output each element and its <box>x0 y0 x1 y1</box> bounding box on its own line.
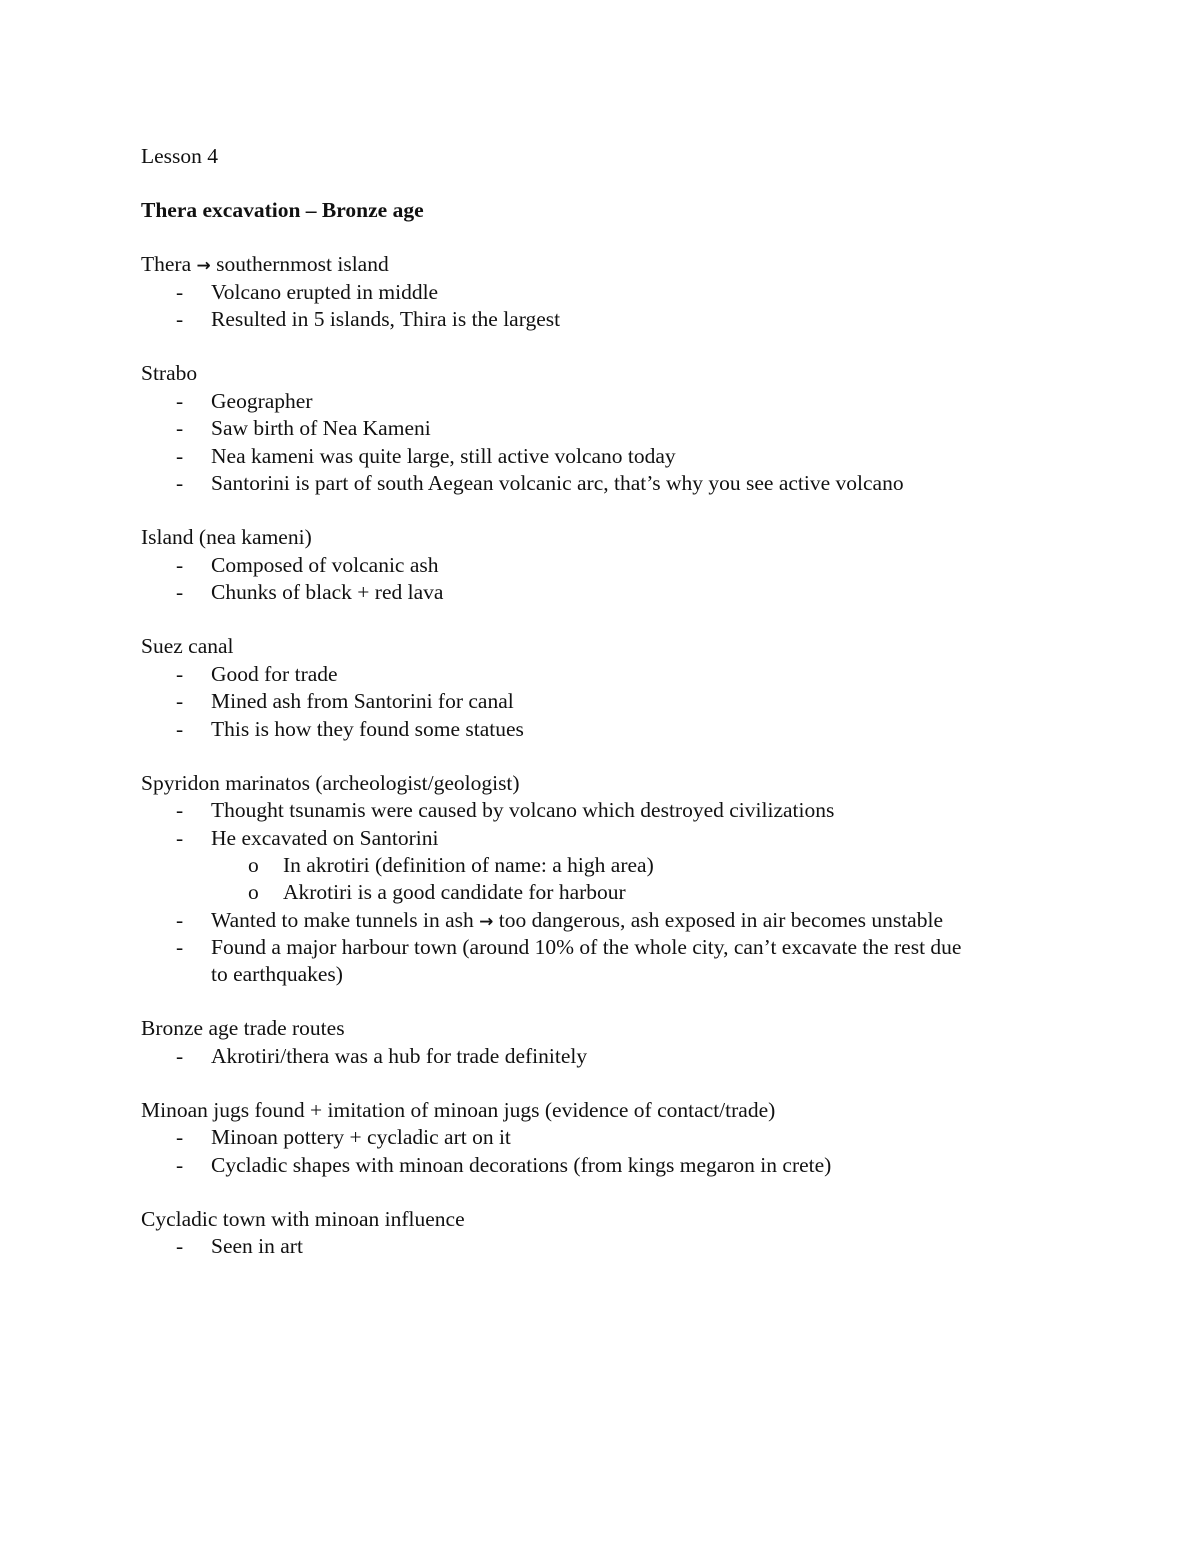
list-item: Good for trade <box>211 662 338 686</box>
list-item-continuation: to earthquakes) <box>211 962 343 986</box>
section-heading-strabo: Strabo <box>141 361 198 385</box>
list-item: Akrotiri/thera was a hub for trade definitely <box>211 1044 588 1068</box>
section-heading-cycladic-town: Cycladic town with minoan influence <box>141 1207 465 1231</box>
list-item: Thought tsunamis were caused by volcano which destroyed civilizations <box>211 798 835 822</box>
list-item: Composed of volcanic ash <box>211 553 439 577</box>
bullet-dash: - <box>176 1153 184 1177</box>
bullet-dash: - <box>176 1044 184 1068</box>
item-text: too dangerous, ash exposed in air becomes unstable <box>498 908 943 932</box>
list-item: Mined ash from Santorini for canal <box>211 689 514 713</box>
bullet-dash: - <box>176 908 184 932</box>
right-arrow-icon: → <box>479 912 494 932</box>
section-heading-thera <box>141 251 389 280</box>
bullet-dash: - <box>176 935 184 959</box>
bullet-dash: - <box>176 662 184 686</box>
bullet-dash: - <box>176 444 184 468</box>
section-heading-minoan-jugs: Minoan jugs found + imitation of minoan jugs (evidence of contact/trade) <box>141 1098 776 1122</box>
list-item: Resulted in 5 islands, Thira is the largest <box>211 307 561 331</box>
bullet-dash: - <box>176 307 184 331</box>
lesson-number: Lesson 4 <box>141 144 219 168</box>
page-title: Thera excavation – Bronze age <box>141 198 424 222</box>
list-item: Volcano erupted in middle <box>211 280 439 304</box>
bullet-dash: - <box>176 580 184 604</box>
bullet-dash: - <box>176 471 184 495</box>
list-item: Found a major harbour town (around 10% of the whole city, can’t excavate the rest due <box>211 935 962 959</box>
list-item: Cycladic shapes with minoan decorations (from kings megaron in crete) <box>211 1153 832 1177</box>
bullet-dash: - <box>176 553 184 577</box>
list-item: Nea kameni was quite large, still active volcano today <box>211 444 676 468</box>
bullet-dash: - <box>176 689 184 713</box>
bullet-dash: - <box>176 798 184 822</box>
bullet-dash: - <box>176 826 184 850</box>
section-heading-marinatos: Spyridon marinatos (archeologist/geologist) <box>141 771 520 795</box>
heading-text: Thera <box>141 252 192 276</box>
sub-bullet: o <box>248 880 259 904</box>
bullet-dash: - <box>176 389 184 413</box>
list-item: Seen in art <box>211 1234 303 1258</box>
sub-list-item: In akrotiri (definition of name: a high area) <box>283 853 654 877</box>
list-item: He excavated on Santorini <box>211 826 439 850</box>
bullet-dash: - <box>176 416 184 440</box>
sub-bullet: o <box>248 853 259 877</box>
list-item: Saw birth of Nea Kameni <box>211 416 431 440</box>
sub-list-item: Akrotiri is a good candidate for harbour <box>283 880 626 904</box>
bullet-dash: - <box>176 717 184 741</box>
bullet-dash: - <box>176 1125 184 1149</box>
list-item: This is how they found some statues <box>211 717 524 741</box>
list-item: Geographer <box>211 389 313 413</box>
section-heading-island: Island (nea kameni) <box>141 525 312 549</box>
item-text: Wanted to make tunnels in ash <box>211 908 474 932</box>
heading-text: southernmost island <box>216 252 389 276</box>
list-item <box>211 907 943 936</box>
bullet-dash: - <box>176 280 184 304</box>
right-arrow-icon: → <box>196 256 211 276</box>
section-heading-suez: Suez canal <box>141 634 234 658</box>
list-item: Minoan pottery + cycladic art on it <box>211 1125 511 1149</box>
list-item: Santorini is part of south Aegean volcanic arc, that’s why you see active volcano <box>211 471 904 495</box>
bullet-dash: - <box>176 1234 184 1258</box>
list-item: Chunks of black + red lava <box>211 580 444 604</box>
section-heading-trade-routes: Bronze age trade routes <box>141 1016 345 1040</box>
